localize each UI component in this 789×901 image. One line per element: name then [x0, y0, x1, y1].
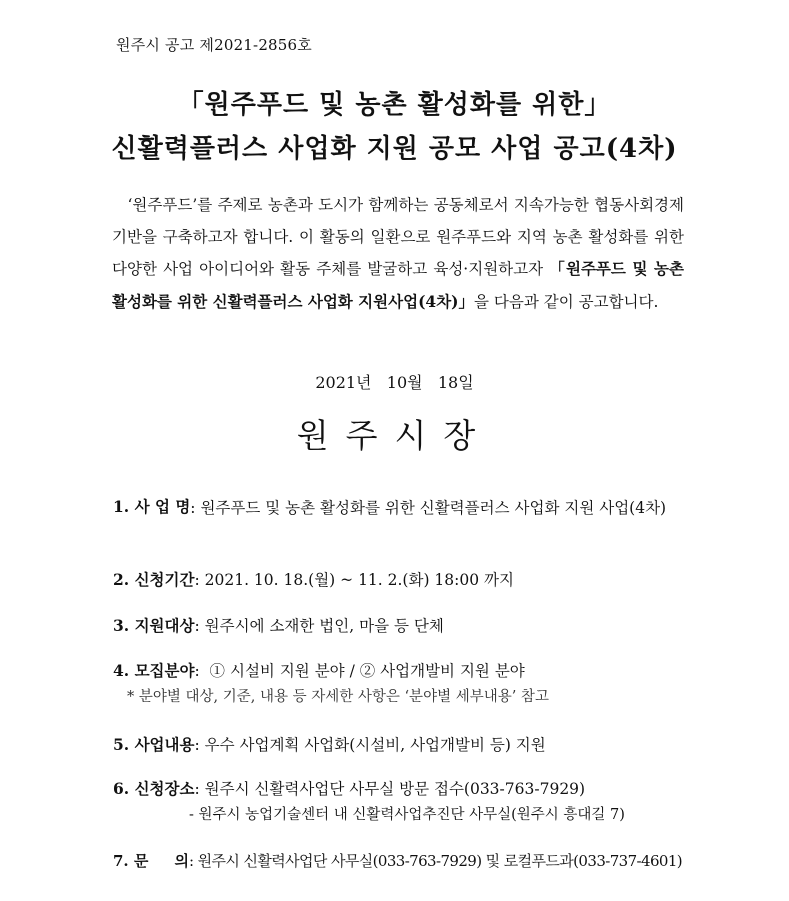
item-application-place: [113, 777, 688, 824]
intro-paragraph: [112, 190, 684, 318]
item-eligibility: [113, 614, 688, 636]
item-label: 3. 지원대상: [113, 616, 195, 635]
intro-program-name: 「원주푸드 및 농촌 활성화를 위한 신활력플러스 사업화 지원사업(4차)」: [112, 259, 685, 311]
item-label: 7. 문 의: [113, 852, 189, 870]
item-value: : 원주시에 소재한 법인, 마을 등 단체: [194, 617, 444, 635]
notice-number: 원주시 공고 제2021-2856호: [116, 36, 312, 54]
item-label: 5. 사업내용: [113, 735, 195, 754]
item-label: 6. 신청장소: [113, 779, 195, 798]
item-label: 4. 모집분야: [113, 661, 195, 680]
item-value: : ① 시설비 지원 분야 / ② 사업개발비 지원 분야: [194, 662, 525, 680]
item-value: : 2021. 10. 18.(월) ~ 11. 2.(화) 18:00 까지: [194, 571, 514, 589]
title-line-1: 「원주푸드 및 농촌 활성화를 위한」: [177, 90, 612, 120]
signer: 원주시장: [296, 416, 493, 455]
item-label: 2. 신청기간: [113, 570, 195, 589]
item-project-name: [113, 495, 688, 521]
item-value: : 원주시 신활력사업단 사무실(033-763-7929) 및 로컬푸드과(033-737-4601): [188, 852, 683, 870]
item-recruit-fields: [113, 659, 688, 706]
item-sub-location: - 원주시 농업기술센터 내 신활력사업추진단 사무실(원주시 흥대길 7): [189, 807, 625, 823]
item-application-period: [113, 568, 688, 590]
item-note: * 분야별 대상, 기준, 내용 등 자세한 사항은 ‘분야별 세부내용’ 참고: [127, 689, 549, 705]
item-inquiry: [113, 850, 688, 871]
item-project-content: [113, 733, 688, 755]
notice-date: 2021년 10월 18일: [315, 373, 474, 392]
title-line-2: 신활력플러스 사업화 지원 공모 사업 공고(4차): [111, 134, 678, 164]
item-value: : 원주시 신활력사업단 사무실 방문 접수(033-763-7929): [194, 780, 586, 798]
item-label: 1. 사 업 명: [113, 497, 191, 516]
intro-text-end: 을 다음과 같이 공고합니다.: [474, 292, 659, 311]
item-value: : 우수 사업계획 사업화(시설비, 사업개발비 등) 지원: [194, 736, 546, 754]
intro-text: ‘원주푸드’를 주제로 농촌과 도시가 함께하는 공동체로서 지속가능한 협동사회경제 기반을 구축하고자 합니다. 이 활동의 일환으로 원주푸드와 지역 농촌 활성화를 위한 다양한 사업 아이디어와 활동 주체를 발굴하고 육성·지원하고자: [112, 196, 684, 278]
item-value: : 원주푸드 및 농촌 활성화를 위한 신활력플러스 사업화 지원 사업(4차): [190, 499, 667, 517]
